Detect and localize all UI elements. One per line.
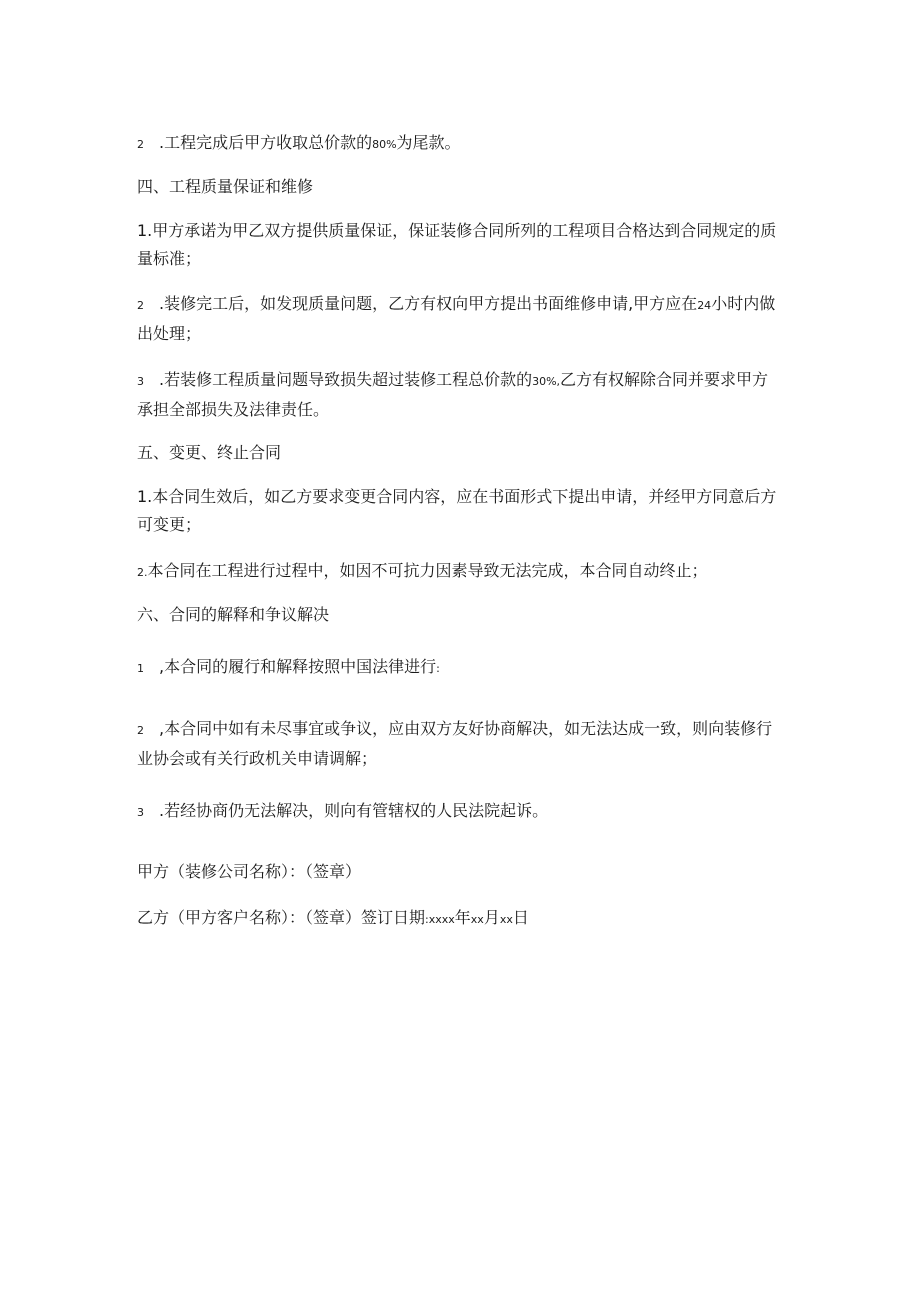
date-day: xx — [499, 913, 513, 926]
clause-tail: 为尾款。 — [396, 133, 461, 152]
clause-quality-3 — [137, 366, 782, 424]
clause-text: .若经协商仍无法解决，则向有管辖权的人民法院起诉。 — [159, 801, 549, 820]
section-heading-change: 五、变更、终止合同 — [137, 443, 282, 462]
clause-tail: 乙方有权解除合同并要求甲方承担全部损失及法律责任。 — [137, 370, 769, 419]
date-month-unit: 月 — [483, 908, 500, 927]
clause-text: .工程完成后甲方收取总价款的 — [159, 133, 373, 152]
section-heading-quality: 四、工程质量保证和维修 — [137, 177, 314, 196]
clause-number: 1 — [137, 662, 144, 675]
clause-text: 本合同在工程进行过程中，如因不可抗力因素导致无法完成，本合同自动终止； — [147, 561, 708, 580]
clause-text: .若装修工程质量问题导致损失超过装修工程总价款的 — [159, 370, 533, 389]
clause-percent: 80% — [372, 138, 397, 151]
clause-dispute-1 — [137, 653, 782, 683]
clause-number: 2. — [137, 566, 148, 579]
signature-text: 乙方（甲方客户名称）：（签章）签订日期 — [137, 908, 426, 927]
clause-dispute-2 — [137, 715, 782, 773]
clause-number: 3 — [137, 806, 144, 819]
clause-number: 2 — [137, 299, 144, 312]
date-month: xx — [470, 913, 484, 926]
clause-colon: : — [436, 662, 440, 675]
clause-text: ,本合同的履行和解释按照中国法律进行 — [159, 657, 437, 676]
clause-change-2 — [137, 557, 782, 587]
date-day-unit: 日 — [512, 908, 529, 927]
signature-party-a: 甲方（装修公司名称）：（签章） — [137, 862, 362, 881]
clause-text: .装修完工后，如发现质量问题，乙方有权向甲方提出书面维修申请,甲方应在 — [159, 294, 698, 313]
clause-number: 2 — [137, 138, 144, 151]
clause-number: 2 — [137, 724, 144, 737]
clause-percent: 30%, — [532, 375, 561, 388]
date-year-unit: 年 — [454, 908, 471, 927]
date-year: :xxxx — [425, 913, 455, 926]
clause-number: 3 — [137, 375, 144, 388]
clause-quality-2 — [137, 290, 782, 348]
clause-dispute-3 — [137, 797, 782, 827]
clause-hours: 24 — [697, 299, 712, 312]
clause-tail: 小时内做出处理； — [137, 294, 776, 343]
clause-quality-1: 1.甲方承诺为甲乙双方提供质量保证，保证装修合同所列的工程项目合格达到合同规定的质量标准； — [137, 221, 777, 268]
clause-change-1: 1.本合同生效后，如乙方要求变更合同内容，应在书面形式下提出申请，并经甲方同意后方可变更； — [137, 487, 777, 534]
clause-payment-final — [137, 129, 782, 159]
signature-party-b — [137, 904, 782, 934]
section-heading-dispute: 六、合同的解释和争议解决 — [137, 605, 330, 624]
clause-text: ,本合同中如有未尽事宜或争议，应由双方友好协商解决，如无法达成一致，则向装修行业协会或有关行政机关申请调解； — [137, 719, 773, 768]
